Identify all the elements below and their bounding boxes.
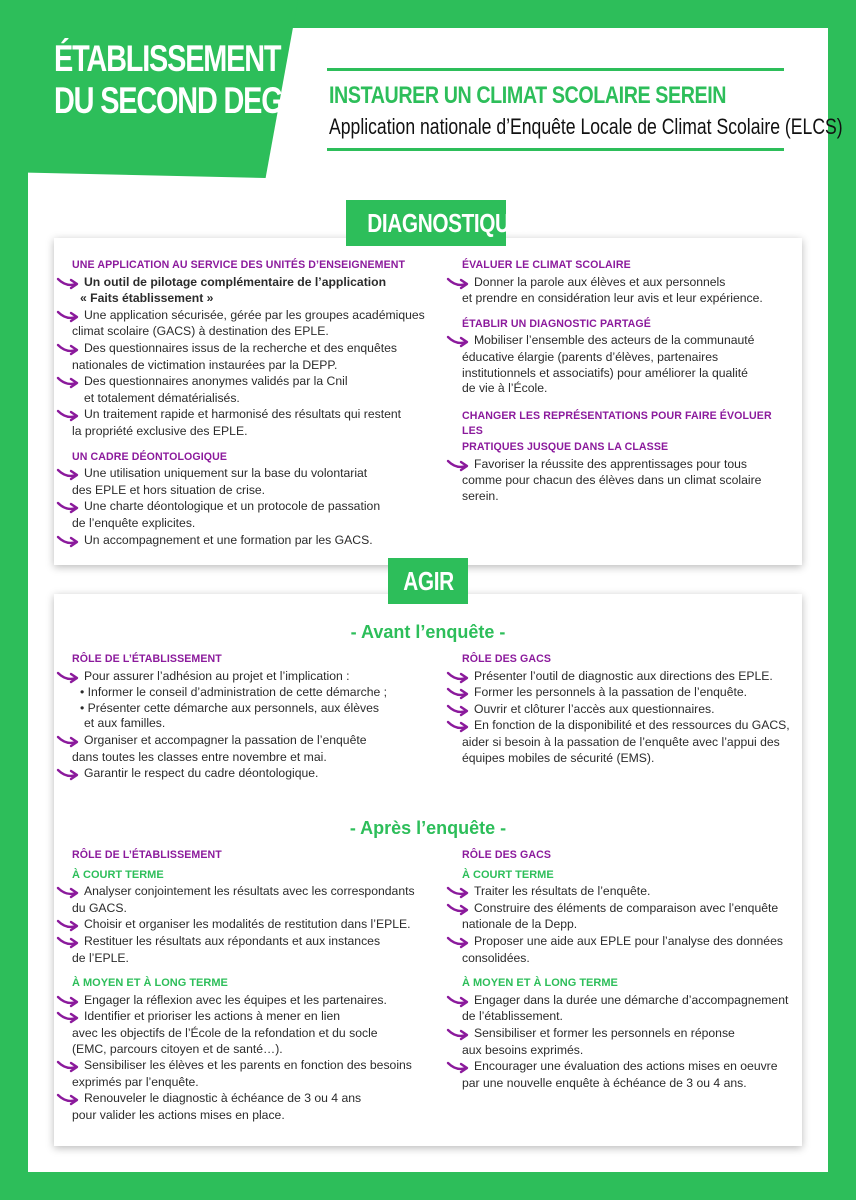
list-item: Présenter l’outil de diagnostic aux directions des EPLE. [462, 669, 792, 685]
term-heading: À COURT TERME [72, 868, 164, 881]
list-item: Des questionnaires issus de la recherche et des enquêtes [72, 341, 442, 357]
arrow-icon [56, 375, 80, 389]
list-item-continuation: « Faits établissement » [80, 291, 214, 306]
list-item-continuation: institutionnels et associatifs) pour améliorer la qualité [462, 365, 748, 380]
apres-right-column [462, 848, 792, 1091]
sub-item: • Présenter cette démarche aux personnels, aux élèves [80, 700, 379, 715]
list-item: Restituer les résultats aux répondants et aux instances [72, 934, 452, 950]
diagnostiquer-tag-label: DIAGNOSTIQUER [367, 208, 538, 238]
list-item-continuation: exprimés par l’enquête. [72, 1074, 199, 1089]
section-heading: RÔLE DE L’ÉTABLISSEMENT [72, 653, 222, 665]
list-item: Proposer une aide aux EPLE pour l’analyse des données [462, 934, 792, 950]
list-item-continuation: et aux familles. [84, 716, 166, 731]
list-item-continuation: serein. [462, 488, 499, 503]
list-item-continuation: nationale de la Depp. [462, 917, 578, 932]
phase-title-apres: - Après l’enquête - [349, 818, 507, 838]
list-item: Traiter les résultats de l’enquête. [462, 884, 792, 900]
arrow-icon [56, 734, 80, 748]
page-title-line: ÉTABLISSEMENT [54, 38, 281, 79]
list-item-continuation: la propriété exclusive des EPLE. [72, 423, 248, 438]
section-heading: UNE APPLICATION AU SERVICE DES UNITÉS D’ENSEIGNEMENT [72, 259, 406, 271]
section-heading: RÔLE DE L’ÉTABLISSEMENT [72, 849, 222, 861]
list-item-continuation: consolidées. [462, 950, 530, 965]
section-heading: ÉVALUER LE CLIMAT SCOLAIRE [462, 259, 631, 271]
list-item: Former les personnels à la passation de l’enquête. [462, 685, 792, 701]
list-item: Ouvrir et clôturer l’accès aux questionnaires. [462, 702, 792, 718]
arrow-icon [56, 467, 80, 481]
arrow-icon [56, 309, 80, 323]
sub-item: • Informer le conseil d’administration de cette démarche ; [80, 685, 388, 700]
list-item-continuation: nationales de victimation instaurées par la DEPP. [72, 357, 338, 372]
list-item: Organiser et accompagner la passation de l’enquête [72, 733, 452, 749]
arrow-icon [446, 719, 470, 733]
section-heading: PRATIQUES JUSQUE DANS LA CLASSE [462, 440, 669, 453]
list-item-continuation: éducative élargie (parents d’élèves, partenaires [462, 349, 719, 364]
list-item-continuation: de l’enquête explicites. [72, 515, 196, 530]
arrow-icon [446, 935, 470, 949]
diagnostiquer-left-column [72, 258, 442, 549]
section-heading: CHANGER LES REPRÉSENTATIONS POUR FAIRE ÉVOLUER LES [462, 409, 772, 438]
term-heading: À MOYEN ET À LONG TERME [72, 977, 228, 990]
agir-tag-label: AGIR [402, 566, 454, 596]
list-item: Renouveler le diagnostic à échéance de 3 ou 4 ans [72, 1091, 452, 1107]
list-item-continuation: de l’EPLE. [72, 950, 129, 965]
arrow-icon [56, 342, 80, 356]
list-item: Choisir et organiser les modalités de restitution dans l’EPLE. [72, 917, 452, 933]
list-item: Analyser conjointement les résultats avec les correspondants [72, 884, 452, 900]
list-item: Engager dans la durée une démarche d’accompagnement [462, 993, 792, 1009]
list-item-continuation: par une nouvelle enquête à échéance de 3 ou 4 ans. [462, 1075, 747, 1090]
header-subtitle: Application nationale d’Enquête Locale de Climat Scolaire (ELCS) [329, 114, 843, 139]
arrow-icon [56, 918, 80, 932]
avant-right-column [462, 652, 792, 766]
avant-left-column [72, 652, 452, 783]
list-item: Un outil de pilotage complémentaire de l’application [72, 275, 442, 291]
term-heading: À COURT TERME [462, 868, 554, 881]
list-item-continuation: équipes mobiles de sécurité (EMS). [462, 750, 655, 765]
list-item-continuation: et prendre en considération leur avis et leur expérience. [462, 291, 763, 306]
list-item: Donner la parole aux élèves et aux personnels [462, 275, 792, 291]
term-heading: À MOYEN ET À LONG TERME [462, 977, 618, 990]
arrow-icon [446, 670, 470, 684]
list-item: Favoriser la réussite des apprentissages pour tous [462, 457, 792, 473]
list-item-continuation: aux besoins exprimés. [462, 1042, 584, 1057]
section-heading: ÉTABLIR UN DIAGNOSTIC PARTAGÉ [462, 317, 651, 330]
arrow-icon [56, 276, 80, 290]
page-title-line: DU SECOND DEGRÉ [54, 80, 321, 121]
section-heading: UN CADRE DÉONTOLOGIQUE [72, 450, 228, 463]
list-item: Un traitement rapide et harmonisé des résultats qui restent [72, 407, 442, 423]
arrow-icon [446, 885, 470, 899]
list-item: Une application sécurisée, gérée par les groupes académiques [72, 308, 442, 324]
list-item-continuation: des EPLE et hors situation de crise. [72, 482, 266, 497]
arrow-icon [446, 994, 470, 1008]
list-item: Encourager une évaluation des actions mises en oeuvre [462, 1059, 792, 1075]
arrow-icon [446, 902, 470, 916]
list-item-continuation: (EMC, parcours citoyen et de santé…). [72, 1041, 283, 1056]
arrow-icon [56, 1059, 80, 1073]
arrow-icon [446, 276, 470, 290]
arrow-icon [446, 334, 470, 348]
agir-tag [388, 558, 468, 604]
list-item-continuation: climat scolaire (GACS) à destination des EPLE. [72, 324, 329, 339]
list-item: Une charte déontologique et un protocole de passation [72, 499, 442, 515]
arrow-icon [56, 1010, 80, 1024]
arrow-icon [446, 458, 470, 472]
list-item: Un accompagnement et une formation par les GACS. [72, 533, 442, 549]
arrow-icon [56, 500, 80, 514]
diagnostiquer-right-column [462, 258, 792, 504]
arrow-icon [446, 703, 470, 717]
arrow-icon [446, 1060, 470, 1074]
list-item-continuation: comme pour chacun des élèves dans un climat scolaire [462, 473, 762, 488]
list-item-continuation: de l’établissement. [462, 1009, 563, 1024]
diagnostiquer-tag [346, 200, 538, 246]
list-item: Pour assurer l’adhésion au projet et l’implication : [72, 669, 452, 685]
list-item-continuation: et totalement dématérialisés. [84, 390, 240, 405]
list-item: Garantir le respect du cadre déontologique. [72, 766, 452, 782]
phase-title-avant: - Avant l’enquête - [350, 622, 506, 642]
arrow-icon [56, 534, 80, 548]
list-item: Identifier et prioriser les actions à mener en lien [72, 1009, 452, 1025]
list-item: Sensibiliser les élèves et les parents en fonction des besoins [72, 1058, 452, 1074]
list-item-continuation: avec les objectifs de l’École de la refondation et du socle [72, 1025, 378, 1040]
arrow-icon [446, 1027, 470, 1041]
apres-left-column [72, 848, 452, 1124]
arrow-icon [56, 935, 80, 949]
list-item-continuation: pour valider les actions mises en place. [72, 1107, 285, 1122]
header-rule-top [327, 68, 784, 71]
list-item: Des questionnaires anonymes validés par la Cnil [72, 374, 442, 390]
agir-card [54, 594, 802, 1146]
list-item: En fonction de la disponibilité et des ressources du GACS, [462, 718, 792, 734]
list-item: Sensibiliser et former les personnels en réponse [462, 1026, 792, 1042]
list-item-continuation: du GACS. [72, 900, 127, 915]
arrow-icon [56, 408, 80, 422]
page-title [54, 38, 320, 122]
arrow-icon [56, 670, 80, 684]
list-item-continuation: aider si besoin à la passation de l’enquête avec l’appui des [462, 734, 780, 749]
list-item: Mobiliser l’ensemble des acteurs de la communauté [462, 333, 792, 349]
list-item: Construire des éléments de comparaison avec l’enquête [462, 901, 792, 917]
arrow-icon [446, 686, 470, 700]
arrow-icon [56, 994, 80, 1008]
section-heading: RÔLE DES GACS [462, 653, 552, 665]
header-rule-bottom [327, 148, 784, 151]
arrow-icon [56, 885, 80, 899]
header-title: INSTAURER UN CLIMAT SCOLAIRE SEREIN [329, 82, 727, 109]
list-item-continuation: de vie à l’École. [462, 381, 548, 396]
diagnostiquer-card [54, 238, 802, 565]
list-item: Une utilisation uniquement sur la base du volontariat [72, 466, 442, 482]
arrow-icon [56, 767, 80, 781]
list-item: Engager la réflexion avec les équipes et les partenaires. [72, 993, 452, 1009]
section-heading: RÔLE DES GACS [462, 849, 552, 861]
arrow-icon [56, 1092, 80, 1106]
list-item-continuation: dans toutes les classes entre novembre et mai. [72, 749, 327, 764]
